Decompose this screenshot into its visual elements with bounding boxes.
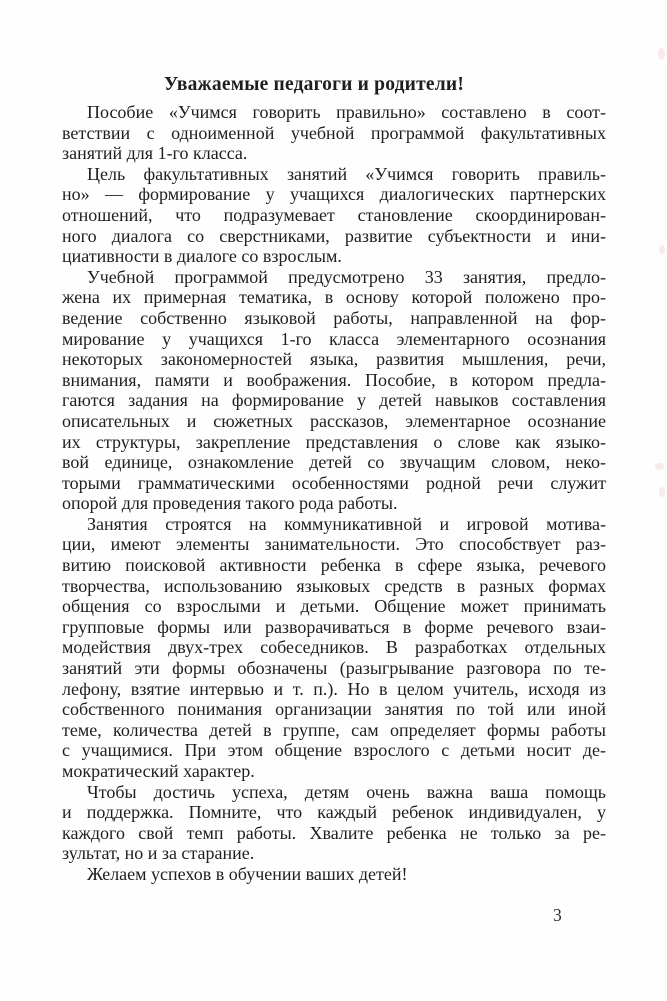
text-line: с учащимися. При этом общение взрослого с детьми носит де- bbox=[62, 740, 606, 761]
text-line: торыми грамматическими особенностями родной речи служит bbox=[62, 472, 606, 493]
text-line: Желаем успехов в обучении ваших детей! bbox=[87, 863, 408, 884]
text-line: занятий эти формы обозначены (разыгрывание разговора по те- bbox=[62, 658, 606, 679]
text-line: ведение собственно языковой работы, направленной на фор- bbox=[62, 307, 606, 328]
paragraph bbox=[62, 267, 606, 514]
scan-artifact bbox=[659, 487, 665, 497]
text-line: Чтобы достичь успеха, детям очень важна ваша помощь bbox=[87, 781, 606, 802]
text-line: Учебной программой предусмотрено 33 занятия, предло- bbox=[87, 266, 606, 287]
paragraph bbox=[62, 514, 606, 782]
text-block bbox=[62, 72, 606, 885]
scan-artifact bbox=[655, 463, 664, 470]
text-line: циативности в диалоге со взрослым. bbox=[62, 246, 342, 267]
text-line: Пособие «Учимся говорить правильно» составлено в соот- bbox=[87, 102, 606, 122]
text-line: вой единице, ознакомление детей со звучащим словом, неко- bbox=[62, 452, 606, 473]
text-line: мократический характер. bbox=[62, 761, 255, 781]
text-line: Занятия строятся на коммуникативной и игровой мотива- bbox=[87, 513, 606, 534]
scan-artifact bbox=[658, 48, 665, 60]
text-line: описательных и сюжетных рассказов, элементарное осознание bbox=[62, 410, 606, 431]
text-line: собственного понимания организации занятия по той или иной bbox=[62, 699, 606, 720]
text-line: творчества, использованию языковых средств в разных формах bbox=[62, 575, 606, 596]
paragraph bbox=[62, 164, 606, 267]
text-line: внимания, памяти и воображения. Пособие, в котором предла- bbox=[62, 369, 606, 390]
page-title: Уважаемые педагоги и родители! bbox=[163, 74, 465, 95]
paragraph bbox=[62, 102, 606, 164]
text-line: ветствии с одноименной учебной программой факультативных bbox=[62, 122, 606, 143]
text-line: их структуры, закрепление представления о слове как языко- bbox=[62, 431, 606, 452]
text-line: Цель факультативных занятий «Учимся говорить правиль- bbox=[87, 163, 606, 184]
text-line: зультат, но и за старание. bbox=[62, 843, 255, 864]
scan-artifact bbox=[659, 245, 665, 254]
text-line: некоторых закономерностей языка, развития мышления, речи, bbox=[62, 349, 606, 370]
text-line: опорой для проведения такого рода работы. bbox=[62, 493, 398, 514]
text-line: но» — формирование у учащихся диалогических партнерских bbox=[62, 184, 606, 205]
text-line: занятий для 1-го класса. bbox=[62, 143, 248, 164]
page-number: 3 bbox=[553, 905, 562, 925]
text-line: витию поисковой активности ребенка в сфере языка, речевого bbox=[62, 555, 606, 576]
body-text bbox=[62, 102, 606, 885]
text-line: отношений, что подразумевает становление скоординирован- bbox=[62, 204, 606, 225]
text-line: каждого свой темп работы. Хвалите ребенка не только за ре- bbox=[62, 822, 606, 843]
paragraph bbox=[62, 782, 606, 864]
text-line: теме, количества детей в группе, сам определяет формы работы bbox=[62, 719, 606, 740]
text-line: групповые формы или разворачиваться в форме речевого взаи- bbox=[62, 616, 606, 637]
text-line: лефону, взятие интервью и т. п.). Но в целом учитель, исходя из bbox=[62, 678, 606, 699]
text-line: жена их примерная тематика, в основу которой положено про- bbox=[62, 287, 606, 308]
text-line: ного диалога со сверстниками, развитие субъектности и ини- bbox=[62, 225, 606, 246]
text-line: мирование у учащихся 1-го класса элементарного осознания bbox=[62, 328, 606, 349]
text-line: и поддержка. Помните, что каждый ребенок индивидуален, у bbox=[62, 802, 606, 823]
text-line: общения со взрослыми и детьми. Общение может принимать bbox=[62, 596, 606, 617]
paragraph bbox=[62, 864, 606, 885]
text-line: ции, имеют элементы занимательности. Это способствует раз- bbox=[62, 534, 606, 555]
text-line: гаются задания на формирование у детей навыков составления bbox=[62, 390, 606, 411]
text-line: модействия двух-трех собеседников. В разработках отдельных bbox=[62, 637, 606, 658]
